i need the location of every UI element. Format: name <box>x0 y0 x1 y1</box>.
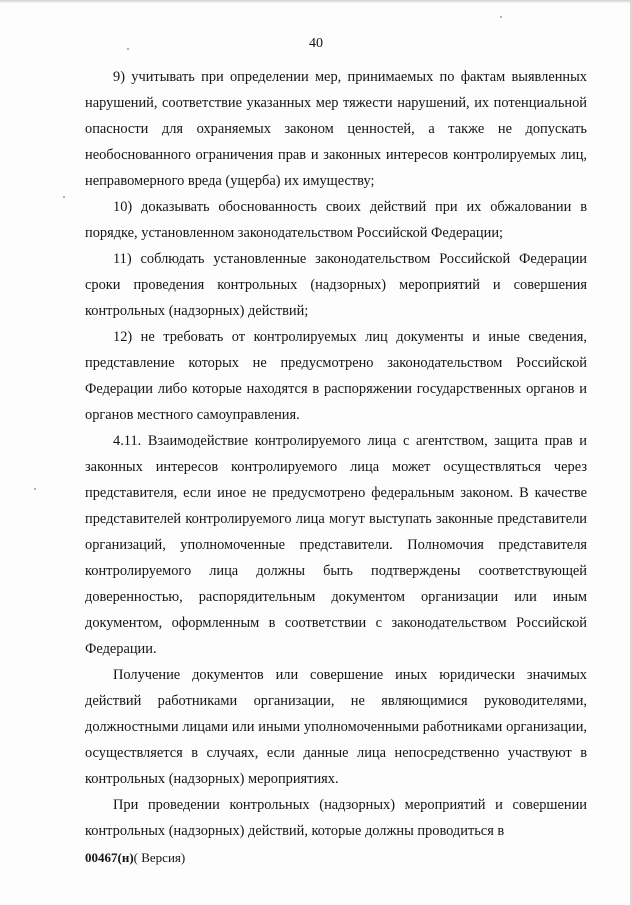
document-body <box>85 64 587 844</box>
paragraph-documents-receipt: Получение документов или совершение иных юридически значимых действий работниками организации, не являющимися руководителями, должностными лицами или иными уполномоченными работниками организации, осуществляется в случаях, если данные лица непосредственно участвуют в контрольных (надзорных) мероприятиях. <box>85 667 587 787</box>
paragraph-item-10: 10) доказывать обоснованность своих действий при их обжаловании в порядке, установленном законодательством Российской Федерации; <box>85 199 587 241</box>
scan-speck <box>500 16 502 18</box>
page-number: 40 <box>309 36 323 51</box>
paragraph-item-12: 12) не требовать от контролируемых лиц документы и иные сведения, представление которых не предусмотрено законодательством Российской Федерации либо которые находятся в распоряжении государственных органов и органов местного самоуправления. <box>85 329 587 423</box>
scan-top-edge <box>0 0 632 3</box>
paragraph-item-11: 11) соблюдать установленные законодательством Российской Федерации сроки проведения контрольных (надзорных) мероприятий и совершения контрольных (надзорных) действий; <box>85 251 587 319</box>
footer-document-code <box>85 850 185 866</box>
paragraph-item-9: 9) учитывать при определении мер, принимаемых по фактам выявленных нарушений, соответствие указанных мер тяжести нарушений, их потенциальной опасности для охраняемых законом ценностей, а также не допускать необоснованного ограничения прав и законных интересов контролируемых лиц, неправомерного вреда (ущерба) их имуществу; <box>85 69 587 189</box>
scan-speck <box>127 48 129 50</box>
footer-version: ( Версия) <box>133 850 186 865</box>
paragraph-clause-4-11: 4.11. Взаимодействие контролируемого лица с агентством, защита прав и законных интересов контролируемого лица может осуществляться через представителя, если иное не предусмотрено федеральным законом. В качестве представителей контролируемого лица могут выступать законные представители организаций, уполномоченные представители. Полномочия представителя контролируемого лица должны быть подтверждены соответствующей доверенностью, распорядительным документом организации или иным документом, оформленным в соответствии с законодательством Российской Федерации. <box>85 433 587 657</box>
scan-speck <box>63 196 65 198</box>
paragraph-continued: При проведении контрольных (надзорных) мероприятий и совершении контрольных (надзорных) действий, которые должны проводиться в <box>85 797 587 839</box>
scan-speck <box>34 488 36 490</box>
footer-code: 00467(н) <box>85 850 134 865</box>
